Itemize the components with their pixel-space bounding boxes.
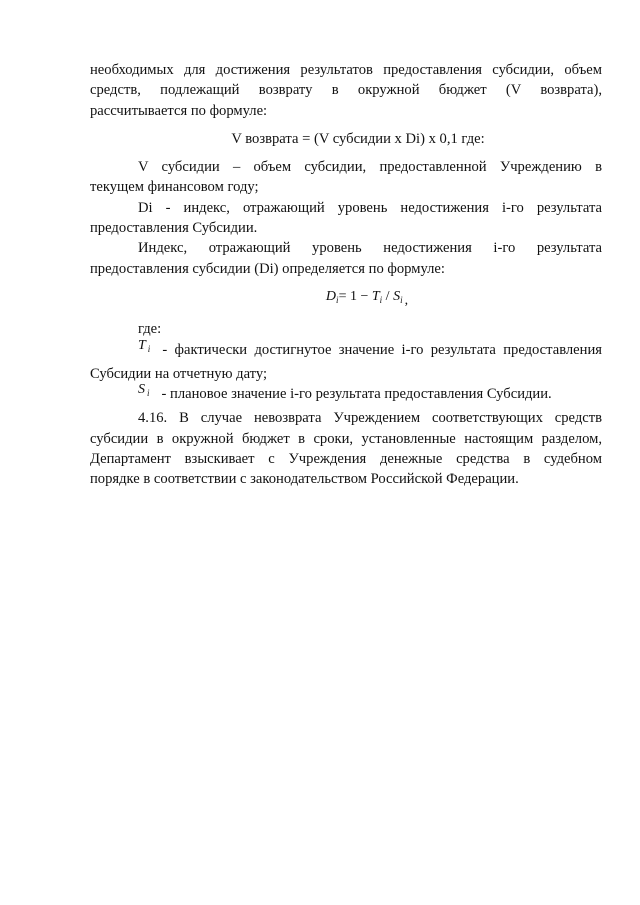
text-line: средств, подлежащий возврату в окружной бюджет (V возврата), (90, 82, 602, 99)
formula-di-t: T (371, 288, 380, 304)
document-page (90, 60, 602, 490)
text-line: Департамент взыскивает с Учреждения денежные средства в судебном (90, 451, 602, 468)
formula-di-lhs-sub: i (336, 294, 339, 305)
formula-di-slash: / (382, 288, 394, 304)
formula-v-return: V возврата = (V субсидии x Di) x 0,1 где: (231, 130, 485, 147)
text-line: Индекс, отражающий уровень недостижения i-го результата (138, 240, 602, 257)
text-line: рассчитывается по формуле: (90, 102, 268, 119)
formula-di (90, 287, 602, 311)
si-definition-text: - плановое значение i-го результата предоставления Субсидии. (161, 386, 552, 403)
formula-di-eq: = 1 − (338, 288, 372, 304)
text-line: Субсидии на отчетную дату; (90, 365, 268, 382)
ti-definition-text: - фактически достигнутое значение i-го результата предоставления (162, 341, 602, 358)
text-line: предоставления Субсидии. (90, 220, 258, 237)
text-line: субсидии в окружной бюджет в сроки, установленные настоящим разделом, (90, 430, 602, 447)
si-symbol: S $_i$ (138, 382, 150, 399)
formula-di-t-sub: i (379, 294, 383, 305)
text-line: порядке в соответствии с законодательством Российской Федерации. (90, 471, 519, 488)
formula-di-s-sub: i (400, 294, 403, 305)
formula-di-comma: , (404, 292, 409, 308)
text-line: предоставления субсидии (Di) определяется по формуле: (90, 260, 445, 277)
text-line: V субсидии – объем субсидии, предоставленной Учреждению в (138, 159, 602, 176)
ti-symbol: T $_i$ (138, 337, 151, 354)
text-line: где: (138, 321, 162, 338)
formula-di-lhs: D (325, 288, 337, 304)
si-definition-line (90, 384, 602, 408)
formula-di-s: S (393, 288, 401, 304)
text-line: текущем финансовом году; (90, 179, 259, 196)
text-line: 4.16. В случае невозврата Учреждением соответствующих средств (138, 410, 602, 427)
ti-definition-line (90, 337, 602, 364)
text-line: необходимых для достижения результатов предоставления субсидии, объем (90, 62, 602, 78)
text-line: Di - индекс, отражающий уровень недостижения i-го результата (138, 199, 602, 216)
